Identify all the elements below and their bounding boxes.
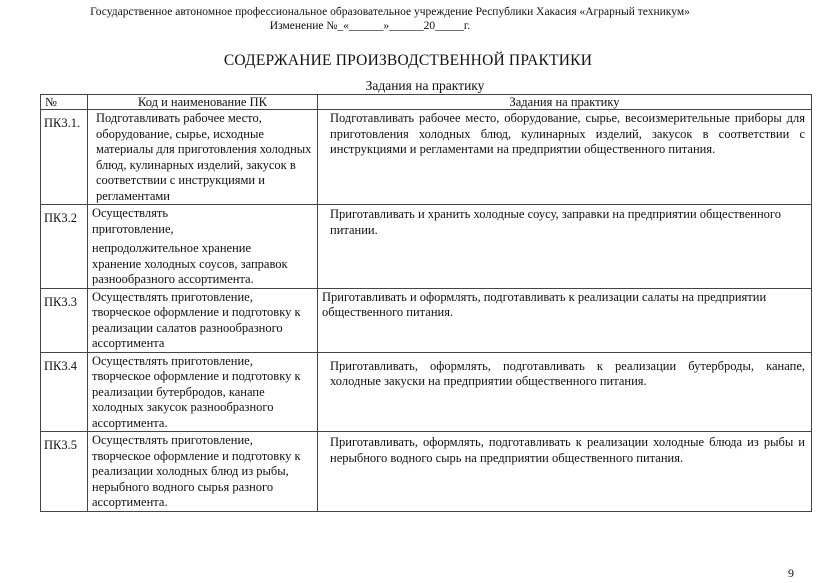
table-row bbox=[41, 110, 812, 205]
competency-description bbox=[88, 205, 318, 289]
competency-line: непродолжительное хранение bbox=[92, 241, 252, 255]
practice-tasks-table bbox=[40, 94, 812, 512]
competency-description: Осуществлять приготовление, творческое оформление и подготовку к реализации салатов разнообразного ассортимента bbox=[88, 288, 318, 352]
document-subtitle: Задания на практику bbox=[365, 78, 485, 93]
row-number: ПК3.4 bbox=[41, 352, 88, 432]
competency-description: Осуществлять приготовление, творческое оформление и подготовку к реализации бутербродов, канапе холодных закусок разнообразного ассортимента. bbox=[88, 352, 318, 432]
practice-task: Приготавливать и хранить холодные соусу, заправки на предприятии общественного питании. bbox=[318, 205, 812, 289]
institution-header: Государственное автономное профессиональное образовательное учреждение Республики Хакасия «Аграрный техникум» bbox=[90, 6, 690, 18]
row-number: ПК3.5 bbox=[41, 432, 88, 512]
table-row bbox=[41, 288, 812, 352]
page-number: 9 bbox=[788, 566, 794, 580]
document-title: СОДЕРЖАНИЕ ПРОИЗВОДСТВЕННОЙ ПРАКТИКИ bbox=[223, 52, 593, 69]
practice-task: Подготавливать рабочее место, оборудование, сырье, весоизмерительные приборы для приготовления холодных блюд, кулинарных изделий, закусок в соответствии с инструкциями и регламентами на предприятии общественного питания. bbox=[318, 110, 812, 205]
header-code: Код и наименование ПК bbox=[88, 95, 318, 110]
table-row bbox=[41, 432, 812, 512]
row-number: ПК3.3 bbox=[41, 288, 88, 352]
table-row bbox=[41, 205, 812, 289]
practice-task: Приготавливать, оформлять, подготавливать к реализации холодные блюда из рыбы и нерыбного водного сырь на предприятии общественного питания. bbox=[318, 432, 812, 512]
practice-task: Приготавливать, оформлять, подготавливать к реализации бутерброды, канапе, холодные закуски на предприятии общественного питания. bbox=[318, 352, 812, 432]
row-number: ПК3.2 bbox=[41, 205, 88, 289]
row-number: ПК3.1. bbox=[41, 110, 88, 205]
practice-task: Приготавливать и оформлять, подготавливать к реализации салаты на предприятии общественного питания. bbox=[318, 288, 812, 352]
table-header-row bbox=[41, 95, 812, 110]
header-tasks: Задания на практику bbox=[318, 95, 812, 110]
competency-description: Осуществлять приготовление, творческое оформление и подготовку к реализации холодных блюд из рыбы, нерыбного водного сырья разного ассортимента. bbox=[88, 432, 318, 512]
table-row bbox=[41, 352, 812, 432]
competency-line: приготовление, bbox=[92, 221, 174, 236]
header-number: № bbox=[41, 95, 88, 110]
competency-line: хранение холодных соусов, заправок разнообразного ассортимента. bbox=[92, 256, 288, 286]
competency-line: Осуществлять bbox=[92, 206, 169, 220]
change-line: Изменение №_«______»______20_____г. bbox=[269, 20, 471, 32]
competency-description: Подготавливать рабочее место, оборудование, сырье, исходные материалы для приготовления холодных блюд, кулинарных изделий, закусок в соответствии с инструкциями и регламентами bbox=[88, 110, 318, 205]
